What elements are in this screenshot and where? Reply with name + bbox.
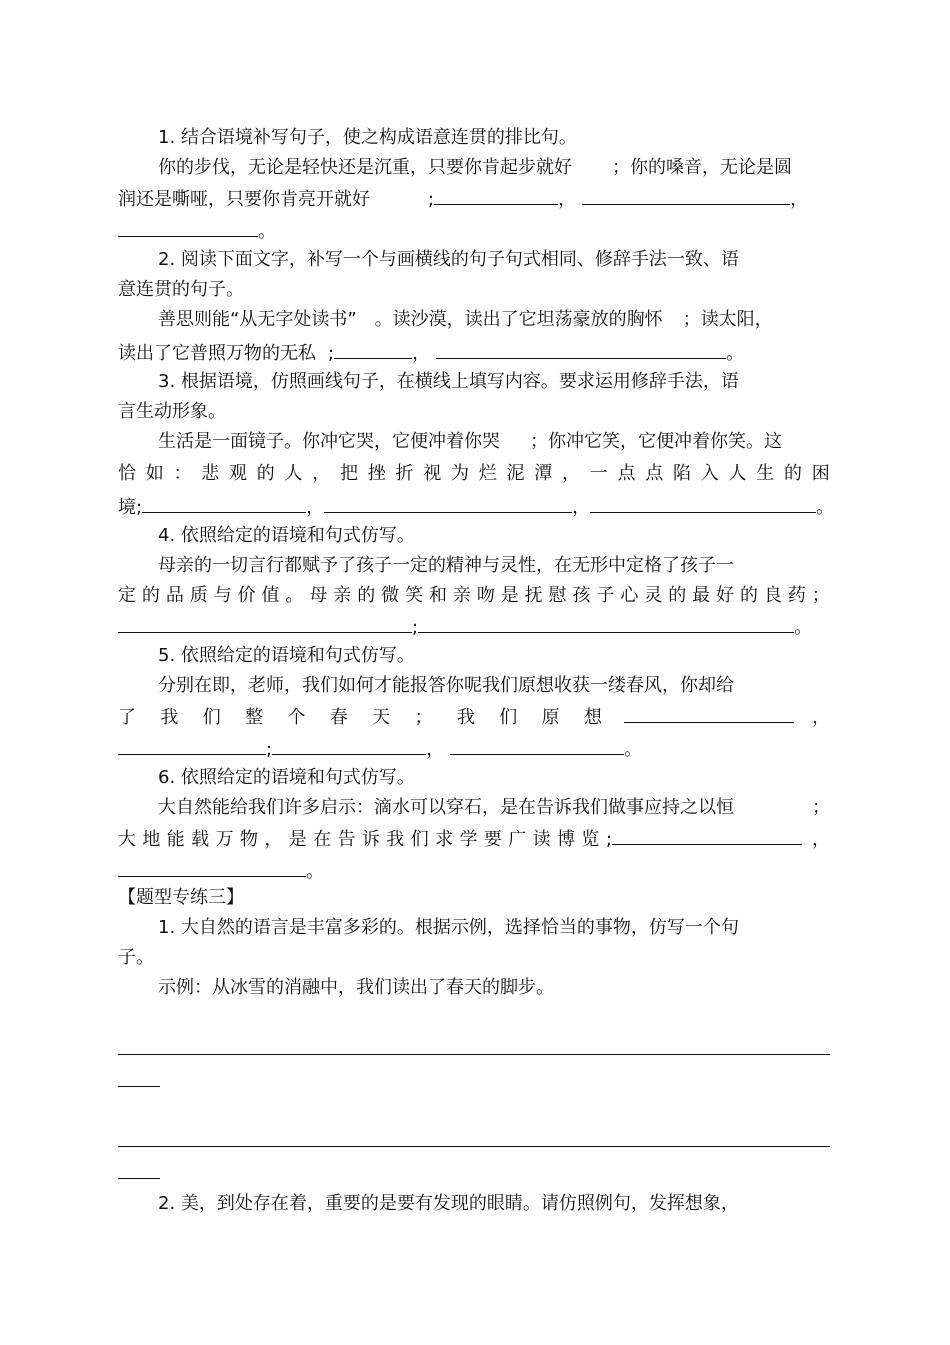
q3-line2-char: 困 (811, 463, 830, 484)
q4-line2-char: 最 (692, 585, 711, 606)
q4-end: 。 (794, 617, 813, 638)
q1-line1-text-a: 你的步伐，无论是轻快还是沉重，只要你肯起步就好 (158, 157, 572, 178)
q2-blank-2[interactable] (436, 340, 726, 359)
q6-line2-char: 我 (386, 829, 405, 850)
q6-line2-char: 是 (288, 829, 307, 850)
q3-line2-char: 观 (229, 463, 247, 484)
q3-line2 (118, 462, 830, 486)
q4-line2-char: 定 (118, 585, 136, 606)
q5-comma: ， (426, 739, 445, 760)
q4-line2-char: 和 (428, 585, 447, 606)
q6-line2-char: 诉 (361, 829, 380, 850)
q1-title: 1. 结合语境补写句子，使之构成语意连贯的排比句。 (158, 127, 577, 148)
q6-line2-char: 要 (483, 829, 502, 850)
q1-blank-1[interactable] (434, 186, 558, 205)
q6-end: 。 (306, 861, 324, 882)
s3-q2-title: 2. 美，到处存在着，重要的是要有发现的眼睛。请仿照例句，发挥想象， (158, 1193, 739, 1214)
q5-line2 (118, 704, 830, 728)
q4-semicolon: ; (412, 617, 419, 638)
q5-line2-chars (118, 706, 602, 730)
q3-line2-char: 点 (617, 463, 636, 484)
q6-line1-text: 大自然能给我们许多启示：滴水可以穿石，是在告诉我们做事应持之以恒 (158, 797, 734, 818)
q1-comma-2: ， (790, 189, 809, 210)
q3-line2-char: 把 (340, 463, 358, 484)
q4-line2 (118, 584, 830, 608)
q3-line2-char: 悲 (201, 463, 220, 484)
q2-end: 。 (726, 343, 745, 364)
q3-comma-2: ， (572, 497, 591, 518)
q6-line2-char: 地 (142, 829, 161, 850)
q4-line2-char: 亲 (452, 585, 471, 606)
answer-line-2-tail[interactable] (118, 1178, 160, 1179)
q5-blank-1[interactable] (624, 704, 794, 723)
q3-line2-char: 恰 (118, 463, 136, 484)
q4-line2-char: 价 (237, 585, 256, 606)
q3-line1 (158, 430, 782, 454)
q4-line2-char: 与 (213, 585, 232, 606)
q2-line1 (158, 308, 773, 332)
q1-line1-text-b: ；你的嗓音，无论是圆 (612, 157, 792, 178)
q5-end: 。 (624, 739, 643, 760)
q4-line2-char: 良 (763, 585, 782, 606)
q3-line2-char: 入 (700, 463, 719, 484)
q4-line2-char: 药 (787, 585, 806, 606)
q2-semicolon: ; (328, 343, 335, 364)
q6-line2-char: 告 (337, 829, 356, 850)
q4-line2-char: 品 (165, 585, 184, 606)
q6-line2-char: 博 (557, 829, 576, 850)
q1-comma-1: ， (558, 189, 577, 210)
q4-line2-char: 灵 (644, 585, 663, 606)
q6-line2-char: 在 (313, 829, 332, 850)
q3-title: 3. 根据语境，仿照画线句子，在横线上填写内容。要求运用修辞手法，语 (158, 371, 739, 392)
q2-line1-text-c: ；读太阳， (682, 309, 773, 330)
q1-blank-3[interactable] (118, 218, 258, 237)
q6-blank-2[interactable] (118, 858, 306, 877)
q6-line2-char: ， (264, 829, 283, 850)
q6-line2-char: 物 (239, 829, 258, 850)
q5-line2-char: 了 (118, 707, 136, 728)
q3-line2-char: 陷 (673, 463, 691, 484)
q3-title-2: 言生动形象。 (118, 401, 226, 422)
q3-line2-char: 生 (756, 463, 775, 484)
q5-line3 (118, 736, 642, 760)
q6-line2-char: ; (605, 829, 612, 850)
answer-line-1-tail[interactable] (118, 1086, 160, 1087)
q3-line2-char: 挫 (367, 463, 386, 484)
q5-line2-char: 们 (499, 707, 518, 728)
q1-line3 (118, 218, 276, 242)
q3-line2-char: ， (562, 463, 580, 484)
q4-line2-char: 子 (596, 585, 615, 606)
q4-line2-char: 亲 (333, 585, 352, 606)
q6-line2 (118, 826, 830, 850)
q3-blank-2[interactable] (324, 494, 572, 513)
q4-line2-char: 微 (381, 585, 400, 606)
q3-line2-char: 为 (451, 463, 469, 484)
q2-blank-1[interactable] (334, 340, 412, 359)
q4-line2-char: 。 (285, 585, 304, 606)
q4-line2-char: 的 (357, 585, 376, 606)
q3-line2-char: 人 (284, 463, 303, 484)
q6-line2-char: 们 (410, 829, 429, 850)
q6-line1 (158, 796, 830, 820)
q6-line2-chars (118, 828, 612, 852)
q2-title-2: 意连贯的句子。 (118, 279, 244, 300)
q4-line2-char: 好 (716, 585, 735, 606)
q4-line3 (118, 614, 812, 638)
q6-title: 6. 依照给定的语境和句式仿写。 (158, 767, 415, 788)
q3-comma-1: ， (306, 497, 325, 518)
q5-line2-char: 想 (583, 707, 602, 728)
q3-line2-char: 点 (645, 463, 664, 484)
q4-line2-char: 的 (668, 585, 687, 606)
q4-line2-char: 笑 (405, 585, 424, 606)
q3-line2-char: 一 (589, 463, 608, 484)
q3-line2-char: 如 (145, 463, 164, 484)
q5-line2-char: 我 (160, 707, 179, 728)
q6-line2-char: 大 (118, 829, 136, 850)
q3-line2-char: 视 (423, 463, 442, 484)
q6-line2-char: 求 (435, 829, 454, 850)
q6-line2-char: 读 (532, 829, 551, 850)
q5-line2-char: 整 (245, 707, 264, 728)
section-heading: 【题型专练三】 (118, 887, 244, 908)
q6-line2-char: 载 (191, 829, 210, 850)
q5-line2-char: 我 (456, 707, 475, 728)
q1-blank-2[interactable] (582, 186, 790, 205)
q3-line3-text: 境; (118, 497, 143, 518)
q5-line2-char: 春 (329, 707, 348, 728)
q6-line2-char: 万 (215, 829, 234, 850)
q3-line1-text-b: ；你冲它笑，它便冲着你笑。这 (530, 431, 782, 452)
q6-line1-semicolon: ； (812, 797, 830, 818)
q5-blank-4[interactable] (450, 736, 624, 755)
q6-blank-1[interactable] (612, 826, 802, 845)
q3-line2-char: 折 (395, 463, 414, 484)
q6-line2-char: 广 (508, 829, 527, 850)
q4-title: 4. 依照给定的语境和句式仿写。 (158, 525, 415, 546)
q4-line2-char: 慰 (548, 585, 567, 606)
q3-line2-char: 泥 (506, 463, 525, 484)
q1-semicolon: ; (428, 189, 435, 210)
s3-q1-title: 1. 大自然的语言是丰富多彩的。根据示例，选择恰当的事物，仿写一个句 (158, 917, 739, 938)
q6-line3 (118, 858, 324, 882)
q3-line2-char: 的 (256, 463, 275, 484)
q3-line2-char: 烂 (478, 463, 497, 484)
q6-line2-comma: ， (812, 829, 830, 850)
q5-line2-char: ； (414, 707, 433, 728)
q4-line2-char: 心 (620, 585, 639, 606)
q4-line2-char: 值 (261, 585, 280, 606)
q5-line2-comma: ， (812, 707, 830, 728)
q4-line2-char: 质 (189, 585, 208, 606)
q5-line2-char: 原 (541, 707, 560, 728)
q5-line2-char: 们 (202, 707, 221, 728)
q2-line1-text-b: 。读沙漠，读出了它坦荡豪放的胸怀 (374, 309, 663, 330)
q3-line2-char: ， (312, 463, 331, 484)
q5-line2-char: 个 (287, 707, 306, 728)
q3-line2-char: ： (173, 463, 192, 484)
q4-line2-char: 吻 (476, 585, 495, 606)
q5-blank-2[interactable] (118, 736, 266, 755)
s3-q1-example: 示例：从冰雪的消融中，我们读出了春天的脚步。 (158, 977, 554, 998)
q1-line2 (118, 186, 808, 210)
q5-title: 5. 依照给定的语境和句式仿写。 (158, 645, 415, 666)
q3-blank-1[interactable] (142, 494, 306, 513)
q4-line2-char: 母 (309, 585, 328, 606)
q6-line2-char: 学 (459, 829, 478, 850)
q5-line1: 分别在即，老师，我们如何才能报答你呢我们原想收获一缕春风，你却给 (158, 675, 734, 696)
q4-blank-1[interactable] (118, 614, 412, 633)
q3-end: 。 (816, 497, 835, 518)
q4-line2-char: ； (811, 585, 830, 606)
q4-line2-char: 抚 (524, 585, 543, 606)
q5-semicolon: ; (266, 739, 273, 760)
q3-line2-char: 人 (728, 463, 747, 484)
s3-q1-title-2: 子。 (118, 947, 154, 968)
q2-comma: ， (412, 343, 431, 364)
answer-line-1[interactable] (118, 1054, 830, 1055)
q4-line2-char: 是 (500, 585, 519, 606)
q3-line2-char: 的 (784, 463, 802, 484)
q2-title: 2. 阅读下面文字，补写一个与画横线的句子句式相同、修辞手法一致、语 (158, 249, 739, 270)
q3-line1-text-a: 生活是一面镜子。你冲它哭，它便冲着你哭 (158, 431, 500, 452)
q4-line1: 母亲的一切言行都赋予了孩子一定的精神与灵性，在无形中定格了孩子一 (158, 555, 734, 576)
q1-end: 。 (258, 221, 276, 242)
q4-line2-char: 孩 (572, 585, 591, 606)
q6-line2-char: 能 (166, 829, 185, 850)
q3-blank-3[interactable] (590, 494, 816, 513)
q2-line2 (118, 340, 744, 364)
q2-line2-text: 读出了它普照万物的无私 (118, 343, 316, 364)
q5-line2-char: 天 (372, 707, 391, 728)
answer-line-2[interactable] (118, 1146, 830, 1147)
q1-line1 (158, 156, 792, 180)
q4-blank-2[interactable] (418, 614, 794, 633)
q4-line2-char: 的 (739, 585, 758, 606)
q2-line1-text-a: 善思则能“从无字处读书” (158, 309, 357, 330)
q5-blank-3[interactable] (272, 736, 426, 755)
q3-line3 (118, 494, 834, 518)
q1-line2-text: 润还是嘶哑，只要你肯亮开就好 (118, 189, 370, 210)
q6-line2-char: 览 (581, 829, 600, 850)
q3-line2-char: 潭 (534, 463, 553, 484)
q4-line2-char: 的 (141, 585, 160, 606)
